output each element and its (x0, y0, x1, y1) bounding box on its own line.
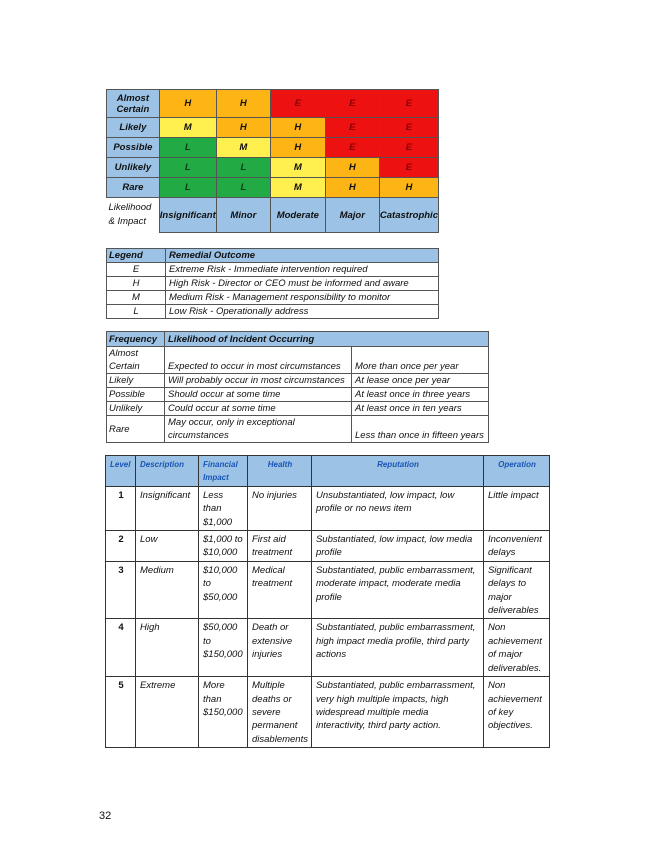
risk-cell: H (159, 90, 216, 118)
legend-code: M (107, 291, 166, 305)
consequence-row (106, 486, 550, 530)
financial-cell: $50,000 to $150,000 (199, 619, 248, 677)
risk-cell: E (325, 118, 379, 138)
impact-label: Moderate (270, 198, 325, 233)
legend-code: E (107, 263, 166, 277)
matrix-row-almost-certain (107, 90, 439, 118)
frequency-likelihood: Could occur at some time (165, 402, 352, 416)
operation-cell: Inconvenient delays (483, 531, 549, 562)
frequency-rate: At least once in three years (352, 388, 489, 402)
frequency-label: Almost Certain (107, 347, 165, 374)
risk-cell: M (270, 178, 325, 198)
financial-cell: More than $150,000 (199, 677, 248, 748)
frequency-header-blank (352, 332, 489, 347)
level-cell: 2 (106, 531, 136, 562)
risk-cell: E (325, 138, 379, 158)
risk-cell: H (379, 178, 438, 198)
consequence-row (106, 531, 550, 562)
consequence-row (106, 619, 550, 677)
risk-cell: M (270, 158, 325, 178)
legend-table (106, 248, 439, 319)
frequency-row (107, 402, 489, 416)
legend-header-legend: Legend (107, 249, 166, 263)
risk-cell: H (216, 118, 270, 138)
frequency-header-likelihood: Likelihood of Incident Occurring (165, 332, 352, 347)
frequency-row (107, 388, 489, 402)
legend-code: L (107, 305, 166, 319)
frequency-rate: At lease once per year (352, 374, 489, 388)
legend-row (107, 305, 439, 319)
consequence-row (106, 677, 550, 748)
frequency-likelihood: Expected to occur in most circumstances (165, 347, 352, 374)
likelihood-label: Rare (107, 178, 160, 198)
frequency-row (107, 374, 489, 388)
risk-cell: H (270, 138, 325, 158)
frequency-label: Likely (107, 374, 165, 388)
consequence-table (105, 455, 550, 748)
description-cell: Low (136, 531, 199, 562)
reputation-cell: Substantiated, low impact, low media profile (311, 531, 483, 562)
consequence-row (106, 561, 550, 619)
header-health: Health (248, 456, 312, 487)
consequence-header (106, 456, 550, 487)
frequency-row (107, 416, 489, 443)
risk-cell: H (216, 90, 270, 118)
risk-cell: L (216, 158, 270, 178)
reputation-cell: Unsubstantiated, low impact, low profile or no news item (311, 486, 483, 530)
legend-description: Low Risk - Operationally address (166, 305, 439, 319)
level-cell: 5 (106, 677, 136, 748)
matrix-row-rare (107, 178, 439, 198)
frequency-label: Unlikely (107, 402, 165, 416)
level-cell: 4 (106, 619, 136, 677)
likelihood-label: Unlikely (107, 158, 160, 178)
legend-description: High Risk - Director or CEO must be informed and aware (166, 277, 439, 291)
risk-cell: H (270, 118, 325, 138)
risk-cell: H (325, 178, 379, 198)
reputation-cell: Substantiated, public embarrassment, high impact media profile, third party actions (311, 619, 483, 677)
legend-row (107, 291, 439, 305)
risk-matrix-table (106, 89, 439, 233)
impact-label: Minor (216, 198, 270, 233)
operation-cell: Non achievement of key objectives. (483, 677, 549, 748)
header-reputation: Reputation (311, 456, 483, 487)
operation-cell: Significant delays to major deliverables (483, 561, 549, 619)
health-cell: Multiple deaths or severe permanent disablements (248, 677, 312, 748)
financial-cell: Less than $1,000 (199, 486, 248, 530)
impact-label: Catastrophic (379, 198, 438, 233)
header-operation: Operation (483, 456, 549, 487)
operation-cell: Non achievement of major deliverables. (483, 619, 549, 677)
frequency-rate: At least once in ten years (352, 402, 489, 416)
reputation-cell: Substantiated, public embarrassment, moderate impact, moderate media profile (311, 561, 483, 619)
frequency-header (107, 332, 489, 347)
frequency-label: Rare (107, 416, 165, 443)
likelihood-label: Almost Certain (107, 90, 160, 118)
matrix-row-possible (107, 138, 439, 158)
financial-cell: $10,000 to $50,000 (199, 561, 248, 619)
level-cell: 3 (106, 561, 136, 619)
matrix-row-unlikely (107, 158, 439, 178)
frequency-table (106, 331, 489, 443)
header-financial-impact: Financial Impact (199, 456, 248, 487)
legend-header (107, 249, 439, 263)
frequency-likelihood: Should occur at some time (165, 388, 352, 402)
legend-row (107, 263, 439, 277)
health-cell: Death or extensive injuries (248, 619, 312, 677)
health-cell: Medical treatment (248, 561, 312, 619)
frequency-row (107, 347, 489, 374)
risk-cell: M (216, 138, 270, 158)
risk-cell: E (379, 90, 438, 118)
page-number: 32 (99, 810, 112, 822)
description-cell: Extreme (136, 677, 199, 748)
level-cell: 1 (106, 486, 136, 530)
frequency-label: Possible (107, 388, 165, 402)
health-cell: No injuries (248, 486, 312, 530)
risk-cell: E (270, 90, 325, 118)
legend-description: Medium Risk - Management responsibility to monitor (166, 291, 439, 305)
risk-cell: E (379, 118, 438, 138)
impact-label: Major (325, 198, 379, 233)
risk-cell: L (216, 178, 270, 198)
description-cell: Medium (136, 561, 199, 619)
header-description: Description (136, 456, 199, 487)
risk-cell: E (325, 90, 379, 118)
impact-label: Insignificant (159, 198, 216, 233)
reputation-cell: Substantiated, public embarrassment, very high multiple impacts, high widespread multiple media interactivity, third party action. (311, 677, 483, 748)
likelihood-label: Possible (107, 138, 160, 158)
risk-cell: E (379, 158, 438, 178)
frequency-header-frequency: Frequency (107, 332, 165, 347)
matrix-row-likely (107, 118, 439, 138)
health-cell: First aid treatment (248, 531, 312, 562)
risk-cell: M (159, 118, 216, 138)
risk-cell: E (379, 138, 438, 158)
frequency-likelihood: May occur, only in exceptional circumstances (165, 416, 352, 443)
header-level: Level (106, 456, 136, 487)
likelihood-impact-corner: Likelihood & Impact (108, 202, 152, 228)
legend-description: Extreme Risk - Immediate intervention required (166, 263, 439, 277)
legend-header-outcome: Remedial Outcome (166, 249, 439, 263)
description-cell: Insignificant (136, 486, 199, 530)
risk-cell: L (159, 138, 216, 158)
financial-cell: $1,000 to $10,000 (199, 531, 248, 562)
matrix-impact-row (107, 198, 439, 233)
legend-code: H (107, 277, 166, 291)
risk-cell: L (159, 158, 216, 178)
frequency-rate: Less than once in fifteen years (352, 416, 489, 443)
likelihood-label: Likely (107, 118, 160, 138)
operation-cell: Little impact (483, 486, 549, 530)
frequency-likelihood: Will probably occur in most circumstances (165, 374, 352, 388)
legend-row (107, 277, 439, 291)
description-cell: High (136, 619, 199, 677)
risk-cell: L (159, 178, 216, 198)
risk-cell: H (325, 158, 379, 178)
frequency-rate: More than once per year (352, 347, 489, 374)
